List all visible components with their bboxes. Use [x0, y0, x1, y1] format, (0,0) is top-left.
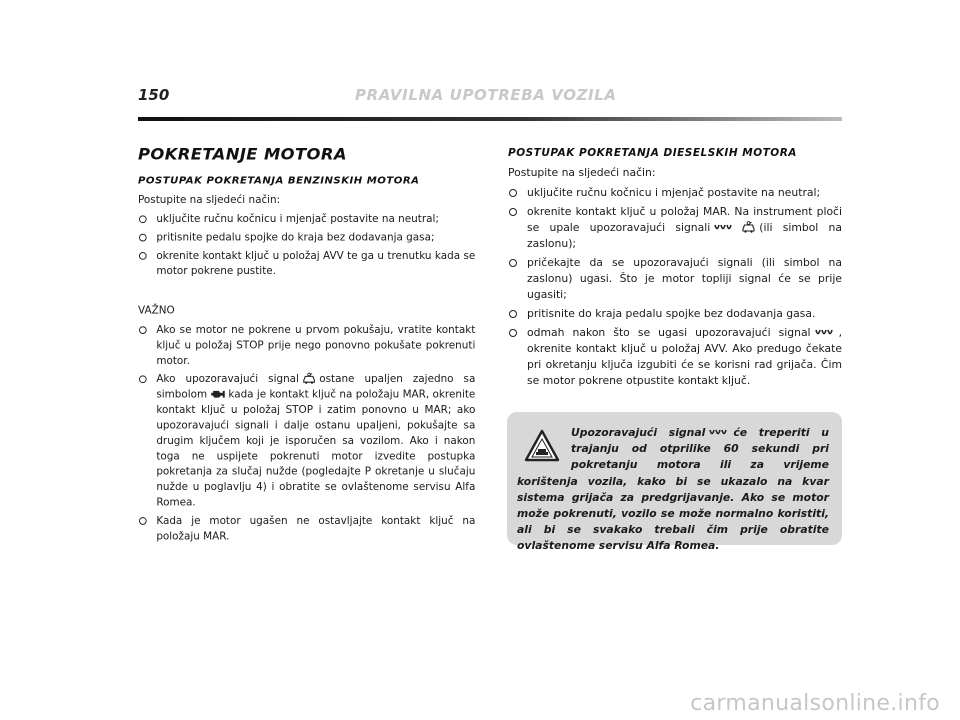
- running-title: PRAVILNA UPOTREBA VOZILA: [355, 86, 617, 104]
- watermark: carmanualsonline.info: [690, 691, 940, 716]
- petrol-heading: POSTUPAK POKRETANJA BENZINSKIH MOTORA: [138, 174, 420, 187]
- list-item: Ako upozoravajući signal ostane upaljen zajedno sa simbolom kada je kontakt ključ na položaju MAR, okrenite kontakt ključ u položaj STOP i zatim ponovno u MAR; ako upozoravajući signali i dalje ostanu upaljeni, pokušajte sa drugim ključem koji je isporučen sa vozilom. Ako i nakon toga ne uspijete pokrenuti motor izvedite postupka pokretanja za slučaj nužde (pogledajte P okretanje u slučaju nužde u poglavlju 4) i obratite se ovlaštenome servisu Alfa Romea.: [138, 372, 475, 511]
- engine-check-icon: [210, 389, 225, 400]
- diesel-list: [508, 185, 842, 389]
- glow-plug-warning-icon: [713, 223, 735, 233]
- bullet-icon: [139, 215, 147, 223]
- warning-triangle-icon: [523, 427, 561, 465]
- important-label: VAŽNO: [138, 304, 175, 317]
- main-heading: POKRETANJE MOTORA: [138, 145, 347, 165]
- important-list: [138, 322, 475, 544]
- bullet-icon: [509, 329, 517, 337]
- right-column: [508, 147, 842, 392]
- list-item: pritisnite pedalu spojke do kraja bez dodavanja gasa;: [138, 230, 475, 245]
- list-item: Kada je motor ugašen ne ostavljajte kontakt ključ na položaju MAR.: [138, 513, 475, 544]
- page-number: 150: [138, 86, 170, 104]
- list-item: uključite ručnu kočnicu i mjenjač postavite na neutral;: [508, 185, 842, 201]
- bullet-icon: [509, 310, 517, 318]
- bullet-icon: [509, 189, 517, 197]
- glow-plug-warning-icon: [814, 328, 836, 338]
- left-column: [138, 147, 475, 547]
- bullet-icon: [509, 259, 517, 267]
- diesel-intro: Postupite na sljedeći način:: [508, 166, 656, 179]
- warning-text: Upozoravajući signal će treperiti u trajanju od otprilike 60 sekundi pri pokretanju motora ili za vrijeme korištenja vozila, kako bi se ukazalo na kvar sistema grijača za predgrijavanje. Ako se motor može pokrenuti, vozilo se može normalno koristiti, ali bi se svakako trebali čim prije obratite ovlaštenome servisu Alfa Romea.: [517, 426, 829, 553]
- bullet-icon: [139, 517, 147, 525]
- list-item: pričekajte da se upozoravajući signali (ili simbol na zaslonu) ugasi. Što je motor topliji signal će se prije ugasiti;: [508, 255, 842, 303]
- car-key-immobilizer-icon: [302, 373, 316, 385]
- list-item: okrenite kontakt ključ u položaj MAR. Na instrument ploči se upale upozoravajući signali (ili simbol na zaslonu);: [508, 204, 842, 252]
- petrol-intro: Postupite na sljedeći način:: [138, 193, 281, 206]
- car-key-immobilizer-icon: [741, 221, 756, 233]
- list-item: uključite ručnu kočnicu i mjenjač postavite na neutral;: [138, 212, 475, 227]
- list-item: okrenite kontakt ključ u položaj AVV te ga u trenutku kada se motor pokrene pustite.: [138, 248, 475, 279]
- bullet-icon: [139, 252, 147, 260]
- petrol-list: [138, 212, 475, 279]
- list-item: odmah nakon što se ugasi upozoravajući signal , okrenite kontakt ključ u položaj AVV. Ako predugo čekate pri okretanju ključa izgubiti će se korisni rad grijača. Čim se motor pokrene otpustite kontakt ključ.: [508, 325, 842, 389]
- bullet-icon: [139, 375, 147, 383]
- list-item: pritisnite do kraja pedalu spojke bez dodavanja gasa.: [508, 306, 842, 322]
- glow-plug-warning-icon: [708, 428, 730, 438]
- bullet-icon: [139, 234, 147, 242]
- diesel-heading: POSTUPAK POKRETANJA DIESELSKIH MOTORA: [508, 147, 797, 159]
- bullet-icon: [139, 326, 147, 334]
- header-rule: [138, 117, 842, 121]
- warning-box: [507, 412, 842, 553]
- bullet-icon: [509, 208, 517, 216]
- list-item: Ako se motor ne pokrene u prvom pokušaju, vratite kontakt ključ u položaj STOP prije nego ponovno pokušate pokrenuti motor.: [138, 322, 475, 368]
